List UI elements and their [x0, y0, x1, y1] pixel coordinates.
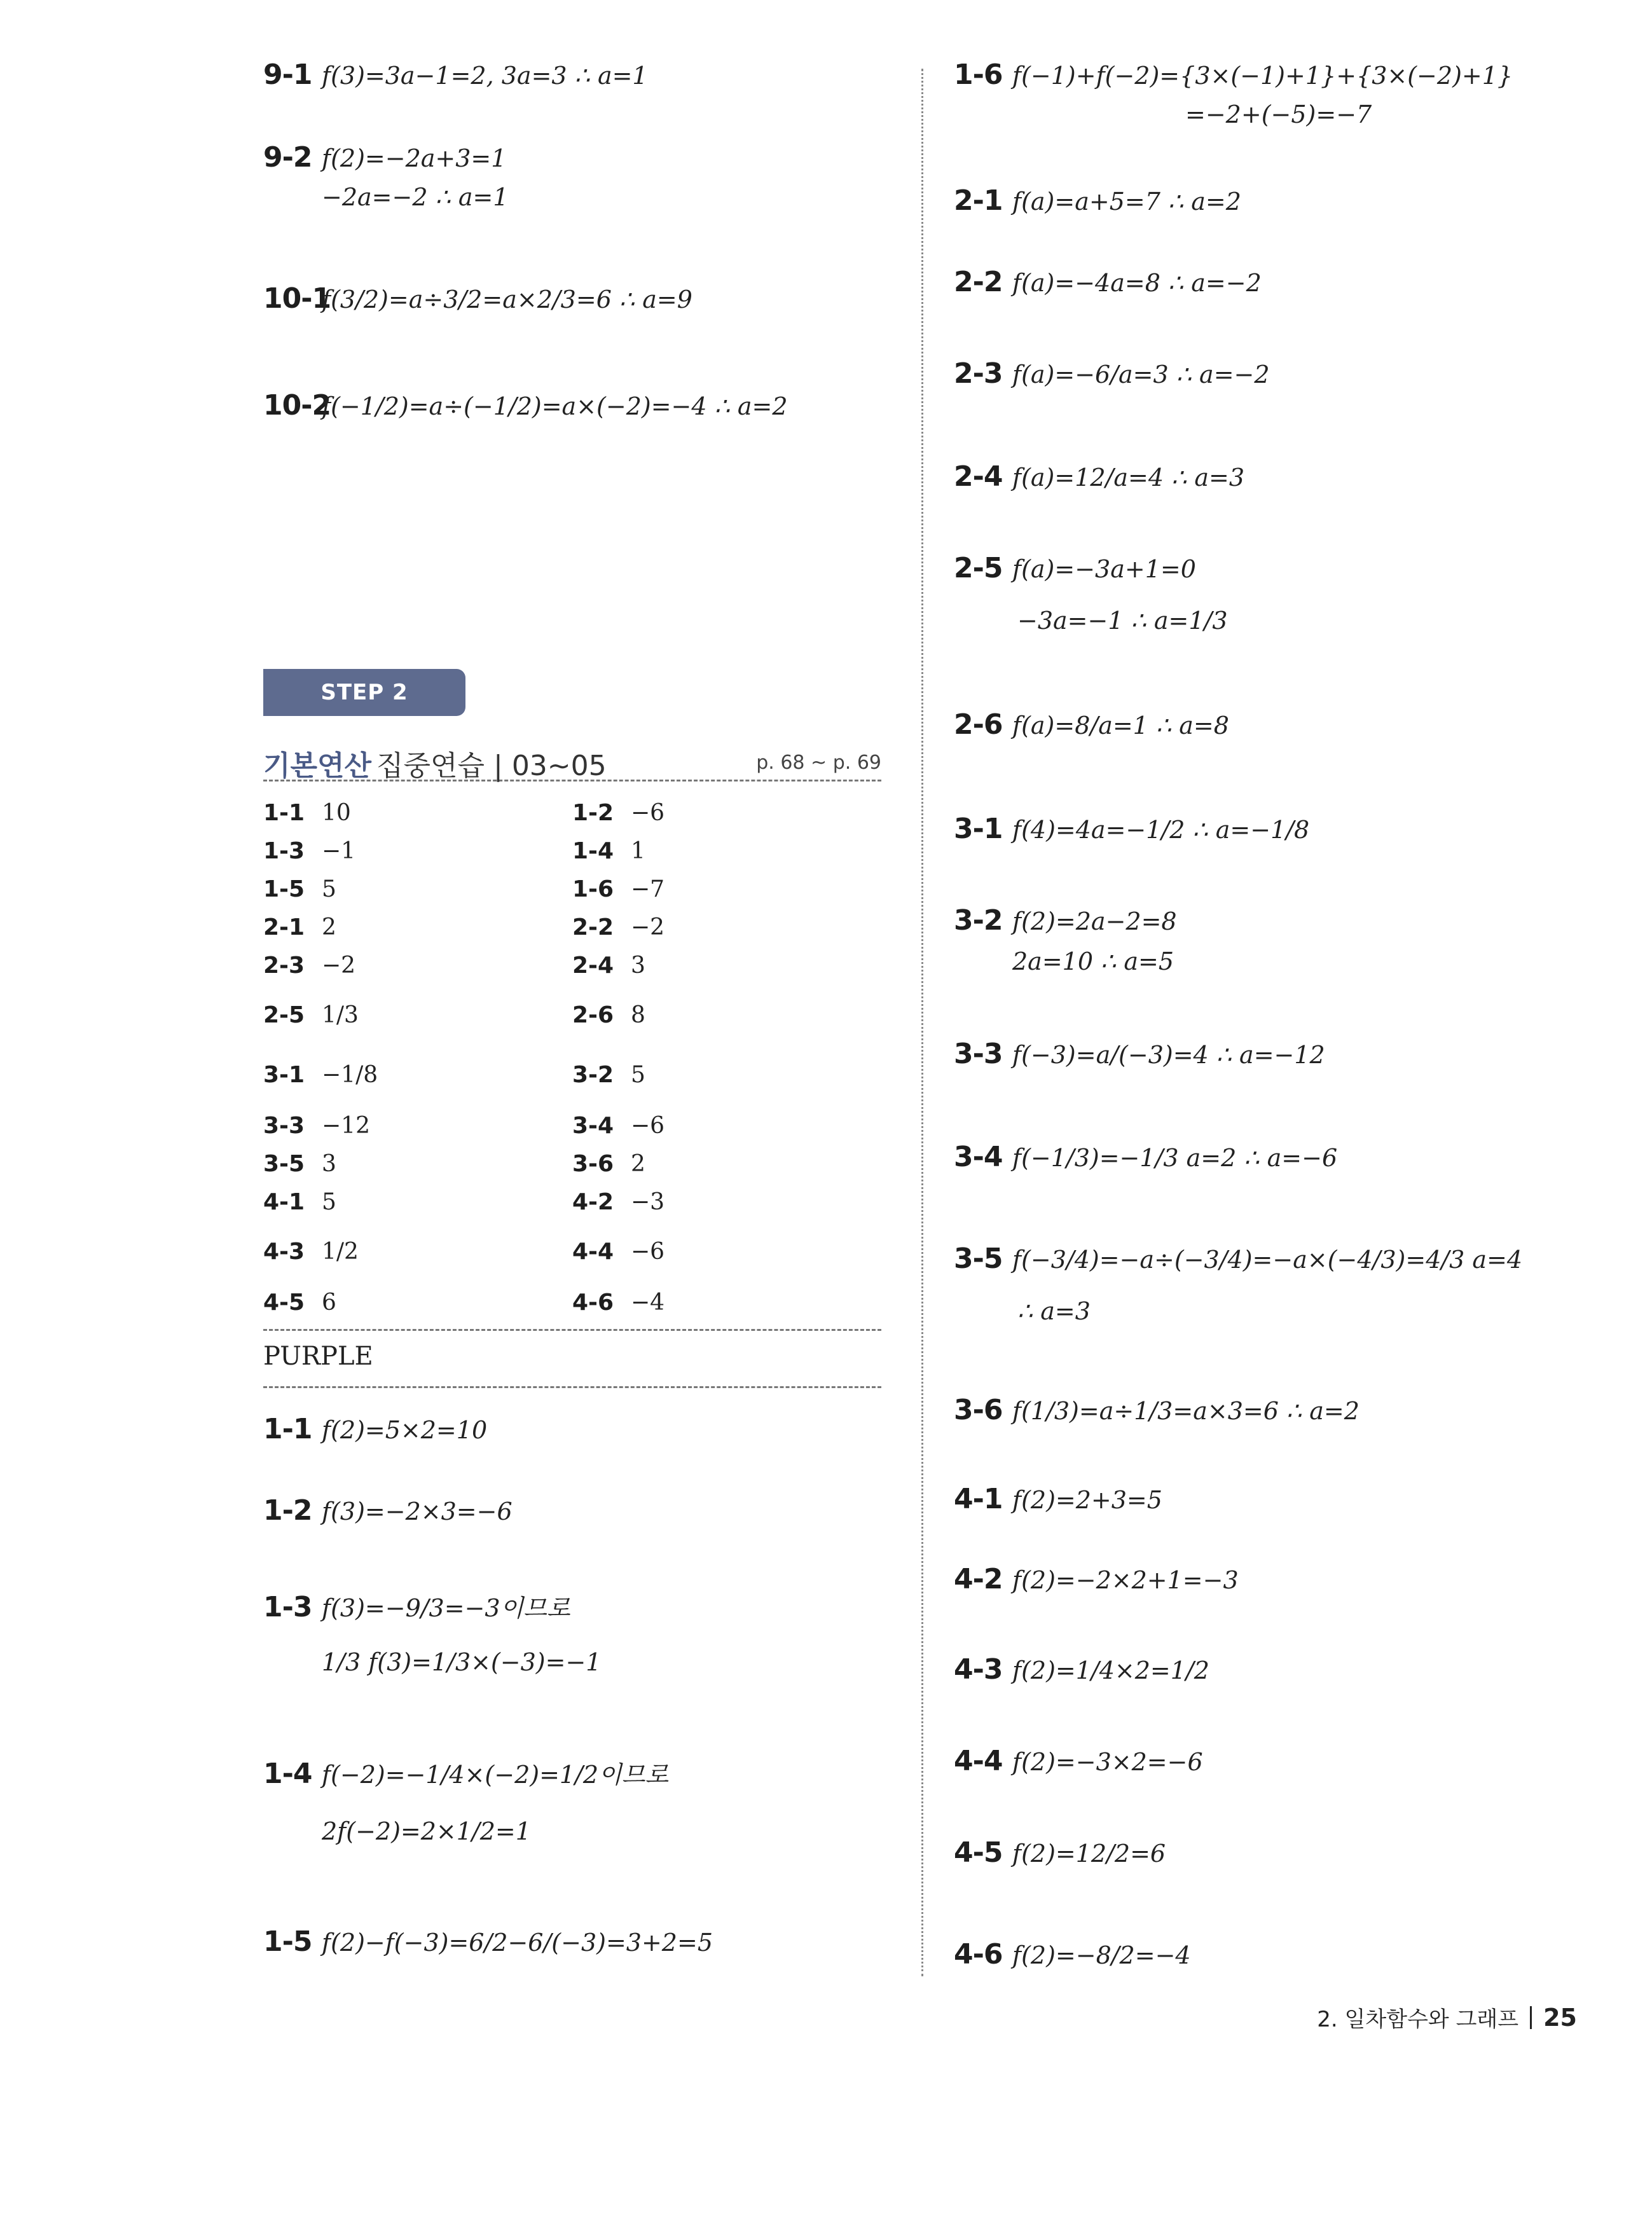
- solution-item: [954, 59, 1513, 91]
- answer-key: 1-4: [572, 838, 614, 864]
- answer-value: −2: [631, 914, 665, 940]
- solution-line-2: −2a=−2 ∴ a=1: [322, 183, 509, 211]
- answer-entry: [572, 1151, 645, 1177]
- answer-value: −1: [322, 838, 356, 864]
- page-range: p. 68 ~ p. 69: [756, 752, 881, 774]
- solution-line: f(3/2)=a÷3/2=a×2/3=6 ∴ a=9: [322, 286, 692, 313]
- answer-value: 1/2: [322, 1239, 359, 1265]
- solution-item: [954, 813, 1309, 845]
- solution-item: [263, 1925, 713, 1958]
- problem-number: 3-3: [954, 1038, 1003, 1070]
- answer-key: 1-5: [263, 876, 305, 902]
- answer-key: 3-3: [263, 1113, 305, 1139]
- answer-value: −7: [631, 876, 665, 902]
- problem-number: 1-4: [263, 1758, 312, 1790]
- solution-item: [263, 141, 506, 174]
- solution-item: [954, 460, 1244, 493]
- answer-entry: [263, 1189, 336, 1215]
- section-title-bold: 기본연산: [263, 750, 372, 782]
- problem-number: 1-2: [263, 1494, 312, 1527]
- answer-value: 1/3: [322, 1002, 359, 1028]
- answer-entry: [572, 1113, 664, 1139]
- answer-entry: [572, 1189, 664, 1215]
- solution-line: f(4)=4a=−1/2 ∴ a=−1/8: [1012, 816, 1310, 844]
- solution-line: f(−1)+f(−2)={3×(−1)+1}+{3×(−2)+1}: [1012, 62, 1513, 90]
- solution-line: f(a)=−6/a=3 ∴ a=−2: [1012, 361, 1270, 389]
- problem-number: 10-2: [263, 389, 331, 422]
- solution-line: f(a)=−4a=8 ∴ a=−2: [1012, 269, 1262, 297]
- answer-entry: [263, 1113, 370, 1139]
- solution-line: f(−3)=a/(−3)=4 ∴ a=−12: [1012, 1041, 1325, 1069]
- answer-entry: [572, 1062, 645, 1088]
- page-footer: [1317, 2002, 1577, 2033]
- answer-key: 1-6: [572, 876, 614, 902]
- answer-entry: [263, 800, 351, 826]
- column-divider: [921, 69, 923, 1976]
- solution-line: f(a)=a+5=7 ∴ a=2: [1012, 188, 1241, 216]
- solution-line: f(2)=5×2=10: [322, 1416, 488, 1444]
- solution-line-2: 2f(−2)=2×1/2=1: [322, 1817, 531, 1845]
- problem-number: 1-1: [263, 1413, 312, 1445]
- solution-item: [954, 1653, 1209, 1686]
- solution-item: [954, 1563, 1239, 1595]
- solution-line: f(−3/4)=−a÷(−3/4)=−a×(−4/3)=4/3 a=4: [1012, 1246, 1523, 1274]
- solution-line: f(2)=2+3=5: [1012, 1486, 1162, 1514]
- answer-key: 4-5: [263, 1290, 305, 1316]
- problem-number: 4-4: [954, 1745, 1003, 1777]
- answer-value: 3: [631, 953, 645, 979]
- dashed-divider: [263, 1329, 881, 1331]
- solution-line: f(2)=2a−2=8: [1012, 907, 1177, 935]
- answer-value: −2: [322, 953, 356, 979]
- solution-item: [263, 1494, 513, 1527]
- purple-label: PURPLE: [263, 1342, 373, 1371]
- solution-line-2: ∴ a=3: [1017, 1297, 1091, 1325]
- problem-number: 4-1: [954, 1483, 1003, 1515]
- solution-line: f(2)=−8/2=−4: [1012, 1941, 1191, 1969]
- answer-key: 3-6: [572, 1151, 614, 1177]
- solution-item: [263, 389, 788, 422]
- solution-line: f(2)=−2a+3=1: [322, 144, 507, 172]
- answer-key: 2-6: [572, 1002, 614, 1028]
- solution-item: [954, 184, 1241, 217]
- solution-line: f(−1/3)=−1/3 a=2 ∴ a=−6: [1012, 1144, 1338, 1172]
- answer-key: 2-2: [572, 914, 614, 940]
- solution-item: [954, 266, 1262, 298]
- solution-item: [954, 708, 1229, 741]
- answer-key: 1-3: [263, 838, 305, 864]
- section-title-rest: 집중연습 | 03~05: [376, 750, 607, 782]
- page-number: 25: [1543, 2003, 1577, 2032]
- solution-line: f(−1/2)=a÷(−1/2)=a×(−2)=−4 ∴ a=2: [322, 392, 788, 420]
- solution-line-2: =−2+(−5)=−7: [1185, 100, 1372, 128]
- answer-value: 3: [322, 1151, 336, 1177]
- answer-value: −1/8: [322, 1062, 378, 1088]
- solution-line-2: −3a=−1 ∴ a=1/3: [1017, 607, 1228, 635]
- answer-value: −4: [631, 1290, 665, 1316]
- answer-key: 4-2: [572, 1189, 614, 1215]
- answer-value: 2: [322, 914, 336, 940]
- problem-number: 3-1: [954, 813, 1003, 845]
- solution-line: f(a)=−3a+1=0: [1012, 555, 1196, 583]
- answer-entry: [263, 1062, 378, 1088]
- problem-number: 2-4: [954, 460, 1003, 493]
- answer-value: 8: [631, 1002, 645, 1028]
- problem-number: 2-5: [954, 552, 1003, 584]
- solution-item: [954, 552, 1196, 584]
- solution-line: f(2)−f(−3)=6/2−6/(−3)=3+2=5: [322, 1929, 713, 1957]
- problem-number: 1-5: [263, 1925, 312, 1958]
- answer-entry: [263, 914, 336, 940]
- problem-number: 4-5: [954, 1836, 1003, 1869]
- solution-item: [954, 904, 1177, 937]
- solution-item: [263, 1588, 570, 1623]
- solution-line: f(2)=1/4×2=1/2: [1012, 1656, 1209, 1684]
- solution-item: [954, 1394, 1359, 1426]
- problem-number: 4-6: [954, 1938, 1003, 1971]
- problem-number: 3-4: [954, 1141, 1003, 1173]
- solution-line: f(a)=8/a=1 ∴ a=8: [1012, 712, 1229, 740]
- problem-number: 10-1: [263, 282, 331, 315]
- chapter-title: 2. 일차함수와 그래프: [1317, 2007, 1519, 2032]
- answer-entry: [572, 1239, 664, 1265]
- answer-key: 2-3: [263, 953, 305, 979]
- answer-entry: [572, 1002, 645, 1028]
- solution-line: f(3)=3a−1=2, 3a=3 ∴ a=1: [322, 62, 648, 90]
- problem-number: 4-2: [954, 1563, 1003, 1595]
- answer-key: 2-1: [263, 914, 305, 940]
- answer-key: 4-1: [263, 1189, 305, 1215]
- answer-key: 2-4: [572, 953, 614, 979]
- solution-line: f(1/3)=a÷1/3=a×3=6 ∴ a=2: [1012, 1397, 1359, 1425]
- solution-item: [954, 1038, 1325, 1070]
- answer-key: 3-4: [572, 1113, 614, 1139]
- answer-entry: [263, 1290, 336, 1316]
- footer-divider: [1530, 2006, 1532, 2029]
- solution-item: [954, 1141, 1337, 1173]
- problem-number: 9-1: [263, 59, 312, 91]
- answer-entry: [572, 953, 645, 979]
- solution-line: f(2)=12/2=6: [1012, 1840, 1166, 1868]
- solution-line: f(2)=−2×2+1=−3: [1012, 1566, 1239, 1594]
- solution-line: f(−2)=−1/4×(−2)=1/2이므로: [322, 1761, 669, 1789]
- answer-key: 3-1: [263, 1062, 305, 1088]
- answer-entry: [263, 1151, 336, 1177]
- answer-key: 3-5: [263, 1151, 305, 1177]
- answer-value: 5: [322, 876, 336, 902]
- answer-value: 1: [631, 838, 645, 864]
- dashed-divider: [263, 1386, 881, 1388]
- problem-number: 4-3: [954, 1653, 1003, 1686]
- problem-number: 3-6: [954, 1394, 1003, 1426]
- problem-number: 2-1: [954, 184, 1003, 217]
- answer-value: −3: [631, 1189, 665, 1215]
- problem-number: 2-6: [954, 708, 1003, 741]
- answer-entry: [263, 1002, 359, 1028]
- problem-number: 2-3: [954, 357, 1003, 390]
- solution-item: [263, 282, 692, 315]
- solution-item: [954, 1242, 1522, 1275]
- answer-entry: [572, 876, 664, 902]
- answer-value: −6: [631, 1113, 665, 1139]
- section-header: [263, 739, 881, 781]
- solution-item: [954, 1745, 1203, 1777]
- answer-key: 3-2: [572, 1062, 614, 1088]
- answer-key: 4-6: [572, 1290, 614, 1316]
- problem-number: 3-5: [954, 1242, 1003, 1275]
- step-badge: STEP 2: [263, 669, 465, 716]
- solution-item: [263, 59, 648, 91]
- solution-item: [263, 1755, 668, 1790]
- solution-item: [954, 1938, 1191, 1971]
- problem-number: 1-3: [263, 1591, 312, 1623]
- solution-item: [954, 1483, 1162, 1515]
- solution-line: f(2)=−3×2=−6: [1012, 1748, 1203, 1776]
- solution-line: f(3)=−2×3=−6: [322, 1497, 513, 1525]
- answer-key: 1-1: [263, 800, 305, 826]
- answer-entry: [263, 838, 355, 864]
- problem-number: 1-6: [954, 59, 1003, 91]
- answer-value: 2: [631, 1151, 645, 1177]
- solution-line: f(a)=12/a=4 ∴ a=3: [1012, 464, 1245, 492]
- answer-key: 2-5: [263, 1002, 305, 1028]
- problem-number: 2-2: [954, 266, 1003, 298]
- problem-number: 3-2: [954, 904, 1003, 937]
- problem-number: 9-2: [263, 141, 312, 174]
- answer-key: 1-2: [572, 800, 614, 826]
- answer-entry: [263, 1239, 359, 1265]
- answer-entry: [263, 876, 336, 902]
- answer-entry: [572, 800, 664, 826]
- answer-value: 6: [322, 1290, 336, 1316]
- answer-entry: [572, 1290, 664, 1316]
- answer-value: 5: [322, 1189, 336, 1215]
- answer-value: −12: [322, 1113, 370, 1139]
- solution-item: [954, 1836, 1166, 1869]
- solution-item: [263, 1413, 487, 1445]
- answer-key: 4-4: [572, 1239, 614, 1265]
- solution-line-2: 1/3 f(3)=1/3×(−3)=−1: [322, 1648, 602, 1676]
- answer-value: −6: [631, 1239, 665, 1265]
- solution-item: [954, 357, 1270, 390]
- answer-entry: [572, 838, 645, 864]
- solution-line-2: 2a=10 ∴ a=5: [1012, 947, 1174, 975]
- solution-line: f(3)=−9/3=−3이므로: [322, 1594, 570, 1622]
- answer-value: 10: [322, 800, 351, 826]
- answer-entry: [263, 953, 355, 979]
- answer-value: −6: [631, 800, 665, 826]
- answer-value: 5: [631, 1062, 645, 1088]
- answer-key: 4-3: [263, 1239, 305, 1265]
- answer-entry: [572, 914, 664, 940]
